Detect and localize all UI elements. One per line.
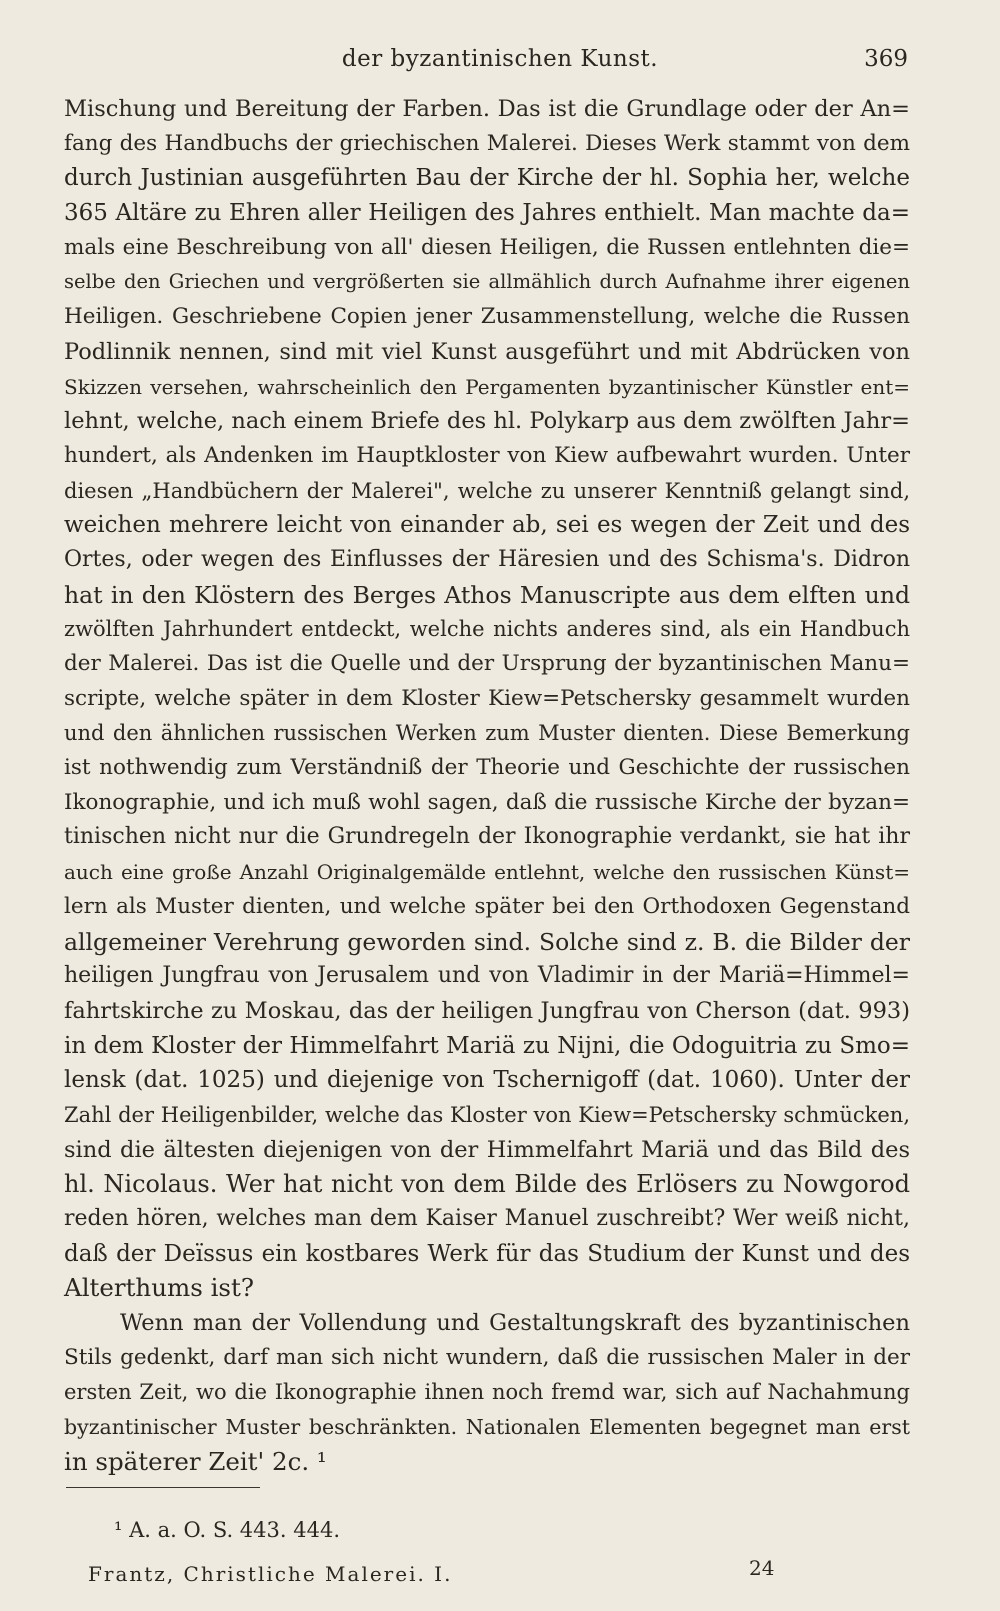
text-line: zwölften Jahrhundert entdeckt, welche nichts anderes sind, als ein Handbuch (64, 617, 910, 642)
printer-signature: Frantz, Christliche Malerei. I. (88, 1562, 453, 1586)
text-line: und den ähnlichen russischen Werken zum Muster dienten. Diese Bemerkung (64, 721, 910, 746)
text-line: Wenn man der Vollendung und Gestaltungskraft des byzantinischen (120, 1310, 910, 1337)
text-line: in späterer Zeit' 2c. ¹ (64, 1446, 327, 1476)
running-head (0, 40, 1000, 80)
body-text (64, 92, 910, 1480)
text-line: diesen „Handbüchern der Malerei", welche zu unserer Kenntniß gelangt sind, (64, 478, 910, 503)
text-line: tinischen nicht nur die Grundregeln der Ikonographie verdankt, sie hat ihr (64, 824, 910, 850)
text-line: ist nothwendig zum Verständniß der Theorie und Geschichte der russischen (64, 755, 910, 781)
text-line: 365 Altäre zu Ehren aller Heiligen des Jahres enthielt. Man machte da= (64, 200, 910, 227)
text-line: der Malerei. Das ist die Quelle und der Ursprung der byzantinischen Manu= (64, 651, 910, 676)
text-line: Skizzen versehen, wahrscheinlich den Pergamenten byzantinischer Künstler ent= (64, 374, 910, 399)
text-line: sind die ältesten diejenigen von der Himmelfahrt Mariä und das Bild des (64, 1136, 910, 1163)
text-line: mals eine Beschreibung von all' diesen Heiligen, die Russen entlehnten die= (64, 234, 910, 260)
text-line: selbe den Griechen und vergrößerten sie allmählich durch Aufnahme ihrer eigenen (64, 270, 910, 294)
text-line: Alterthums ist? (64, 1273, 254, 1303)
text-line: Heiligen. Geschriebene Copien jener Zusammenstellung, welche die Russen (64, 304, 910, 330)
text-line: hat in den Klöstern des Berges Athos Manuscripte aus dem elften und (64, 580, 910, 609)
sheet-number: 24 (749, 1556, 775, 1580)
text-line: in dem Kloster der Himmelfahrt Mariä zu Nijni, die Odoguitria zu Smo= (64, 1032, 910, 1059)
text-line: Podlinnik nennen, sind mit viel Kunst ausgeführt und mit Abdrücken von (64, 338, 910, 365)
page-footer (64, 1556, 910, 1596)
text-line: Ortes, oder wegen des Einflusses der Häresien und des Schisma's. Didron (64, 546, 910, 572)
text-line: Zahl der Heiligenbilder, welche das Kloster von Kiew=Petschersky schmücken, (64, 1102, 910, 1127)
page-number: 369 (864, 46, 908, 72)
text-line: hundert, als Andenken im Hauptkloster von Kiew aufbewahrt wurden. Unter (64, 442, 910, 468)
text-line: byzantinischer Muster beschränkten. Nationalen Elementen begegnet man erst (64, 1415, 910, 1440)
text-line: allgemeiner Verehrung geworden sind. Solche sind z. B. die Bilder der (64, 927, 910, 956)
text-line: Stils gedenkt, darf man sich nicht wundern, daß die russischen Maler in der (64, 1344, 910, 1370)
text-line: lern als Muster dienten, und welche später bei den Orthodoxen Gegenstand (64, 893, 910, 919)
text-line: Mischung und Bereitung der Farben. Das ist die Grundlage oder der An= (64, 96, 910, 122)
text-line: daß der Deïssus ein kostbares Werk für das Studium der Kunst und des (64, 1240, 910, 1267)
text-line: reden hören, welches man dem Kaiser Manuel zuschreibt? Wer weiß nicht, (64, 1206, 910, 1231)
text-line: Ikonographie, und ich muß wohl sagen, daß die russische Kirche der byzan= (64, 789, 910, 815)
text-line: auch eine große Anzahl Originalgemälde entlehnt, welche den russischen Künst= (64, 860, 910, 885)
text-line: weichen mehrere leicht von einander ab, sei es wegen der Zeit und des (64, 512, 910, 539)
text-line: ersten Zeit, wo die Ikonographie ihnen noch fremd war, sich auf Nachahmung (64, 1380, 910, 1405)
running-title: der byzantinischen Kunst. (341, 46, 659, 72)
text-line: durch Justinian ausgeführten Bau der Kirche der hl. Sophia her, welche (64, 165, 910, 192)
text-line: heiligen Jungfrau von Jerusalem und von Vladimir in der Mariä=Himmel= (64, 963, 910, 989)
text-line: fang des Handbuchs der griechischen Malerei. Dieses Werk stammt von dem (64, 130, 910, 156)
footnote: ¹ A. a. O. S. 443. 444. (114, 1518, 340, 1542)
footnote-divider (66, 1487, 260, 1488)
text-line: lensk (dat. 1025) und diejenige von Tschernigoff (dat. 1060). Unter der (64, 1067, 910, 1094)
text-line: hl. Nicolaus. Wer hat nicht von dem Bilde des Erlösers zu Nowgorod (64, 1170, 910, 1199)
text-line: fahrtskirche zu Moskau, das der heiligen Jungfrau von Cherson (dat. 993) (64, 997, 910, 1024)
text-line: scripte, welche später in dem Kloster Kiew=Petschersky gesammelt wurden (64, 685, 910, 711)
text-line: lehnt, welche, nach einem Briefe des hl. Polykarp aus dem zwölften Jahr= (64, 408, 910, 435)
